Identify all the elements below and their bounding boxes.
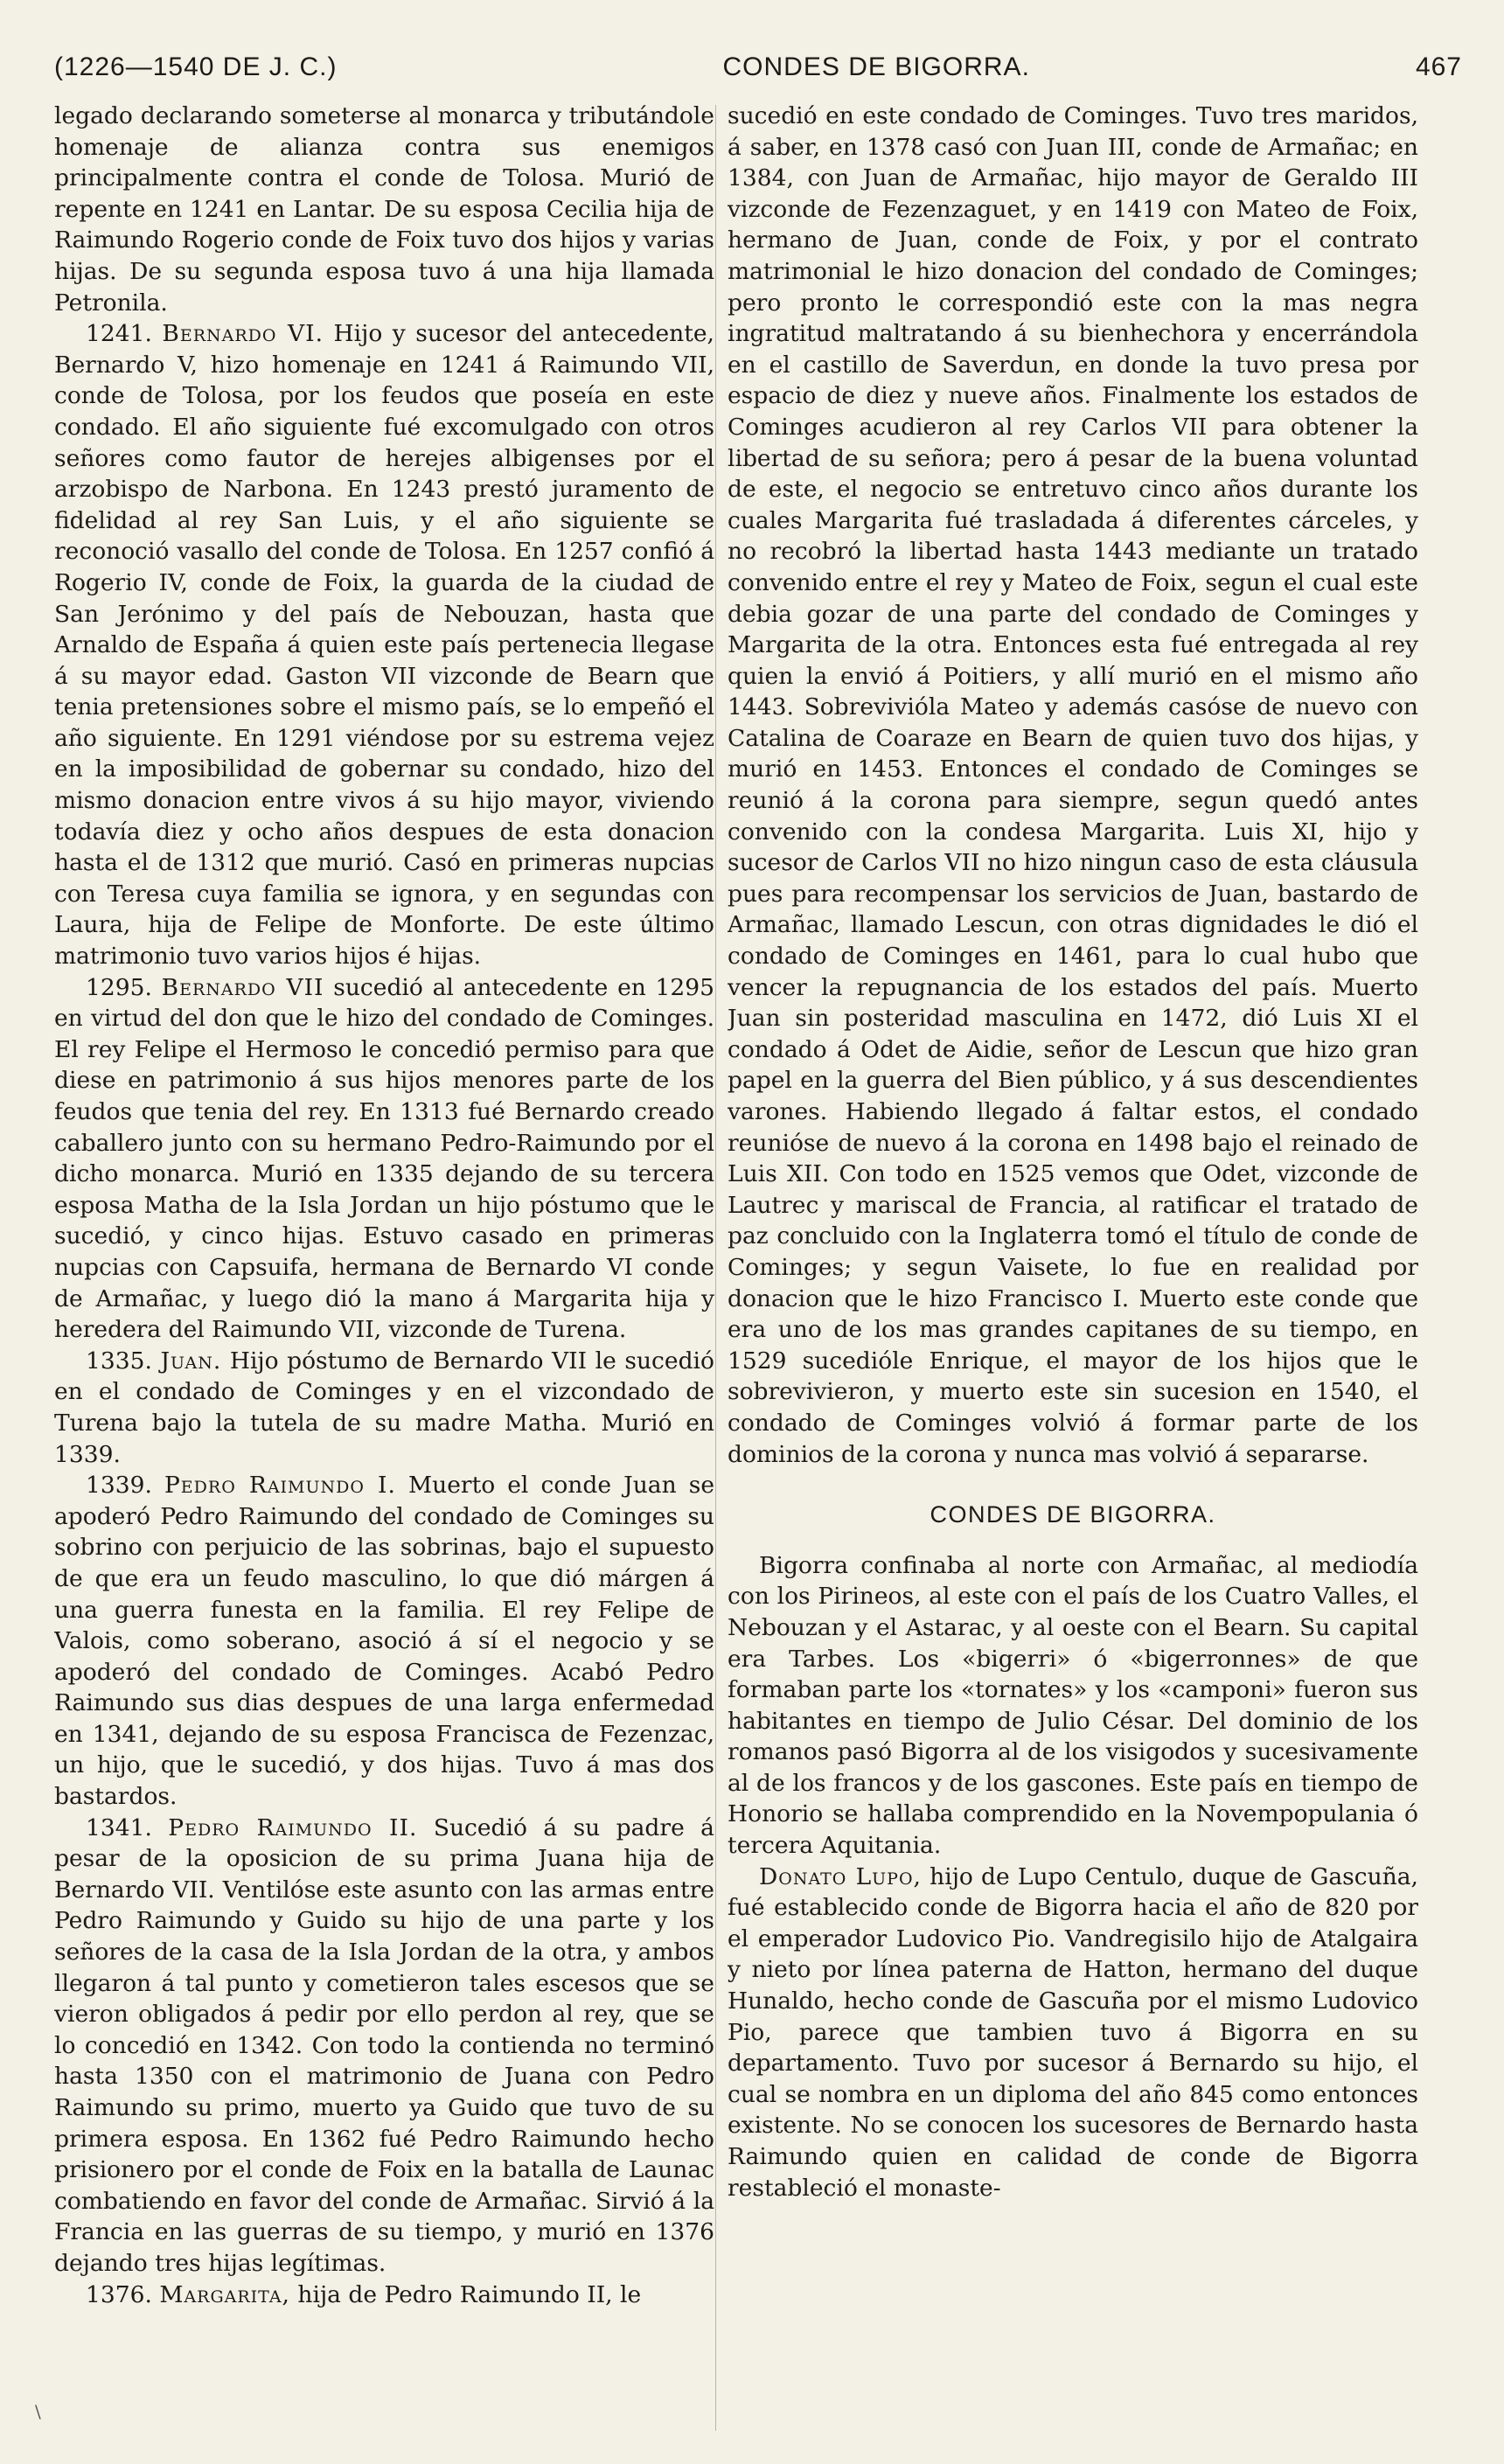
paragraph: 1339. Pedro Raimundo I. Muerto el conde Juan se apoderó Pedro Raimundo del condado de Cominges su sobrino con perjuicio de las sobrinas, bajo el supuesto de que era un feudo masculino, lo que dió márgen á una guerra funesta en la familia. El rey Felipe de Valois, como soberano, asoció á sí el negocio y se apoderó del condado de Cominges. Acabó Pedro Raimundo sus dias despues de una larga enfermedad en 1341, dejando de su esposa Francisca de Fezenzac, un hijo, que le sucedió, y dos hijas. Tuvo á mas dos bastardos.: [54, 1472, 714, 1811]
paragraph: sucedió en este condado de Cominges. Tuvo tres maridos, á saber, en 1378 casó con Juan III, conde de Armañac; en 1384, con Juan de Armañac, hijo mayor de Geraldo III vizconde de Fezenzaguet, y en 1419 con Mateo de Foix, hermano de Juan, conde de Foix, y por el contrato matrimonial le hizo donacion del condado de Cominges; pero pronto le correspondió este con la mas negra ingratitud maltratando á su bienhechora y encerrándola en el castillo de Saverdun, en donde la tuvo presa por espacio de diez y nueve años. Finalmente los estados de Cominges acudieron al rey Carlos VII para obtener la libertad de su señora; pero á pesar de la buena voluntad de este, el negocio se entretuvo cinco años durante los cuales Margarita fué trasladada á diferentes cárceles, y no recobró la libertad hasta 1443 mediante un tratado convenido entre el rey y Mateo de Foix, segun el cual este debia gozar de una parte del condado de Cominges y Margarita de la otra. Entonces esta fué entregada al rey quien la envió á Poitiers, y allí murió en el mismo año 1443. Sobrevivióla Mateo y además casóse de nuevo con Catalina de Coaraze en Bearn de quien tuvo dos hijas, y murió en 1453. Entonces el condado de Cominges se reunió á la corona para siempre, segun quedó antes convenido con la condesa Margarita. Luis XI, hijo y sucesor de Carlos VII no hizo ningun caso de esta cláusula pues para recompensar los servicios de Juan, bastardo de Armañac, llamado Lescun, con otras dignidades le dió el condado de Cominges en 1461, para lo cual hubo que vencer la repugnancia de los estados del país. Muerto Juan sin posteridad masculina en 1472, dió Luis XI el condado á Odet de Aidie, señor de Lescun que hizo gran papel en la guerra del Bien público, y á sus descendientes varones. Habiendo llegado á faltar estos, el condado reunióse de nuevo á la corona en 1498 bajo el reinado de Luis XII. Con todo en 1525 vemos que Odet, vizconde de Lautrec y mariscal de Francia, al ratificar el tratado de paz concluido con la Inglaterra tomó el título de conde de Cominges; y segun Vaisete, lo fue en realidad por donacion que le hizo Francisco I. Muerto este conde que era uno de los mas grandes capitanes de su tiempo, en 1529 sucedióle Enrique, el mayor de los hijos que le sobrevivieron, y muerto este sin sucesion en 1540, el condado de Cominges volvió á formar parte de los dominios de la corona y nunca mas volvió á separarse.: [728, 102, 1418, 1468]
paragraph: Bigorra confinaba al norte con Armañac, al mediodía con los Pirineos, al este con el país de los Cuatro Valles, el Nebouzan y el Astarac, y al oeste con el Bearn. Su capital era Tarbes. Los «bigerri» ó «bigerronnes» de que formaban parte los «tornates» y los «camponi» fueron sus habitantes en tiempo de Julio César. Del dominio de los romanos pasó Bigorra al de los visigodos y sucesivamente al de los francos y de los gascones. Este país en tiempo de Honorio se hallaba comprendido en la Novempopulania ó tercera Aquitania.: [728, 1551, 1418, 1860]
stray-mark: \: [35, 2401, 41, 2422]
section-title: CONDES DE BIGORRA.: [930, 1501, 1216, 1528]
paragraph: legado declarando someterse al monarca y tributándole homenaje de alianza contra sus enemigos principalmente contra el conde de Tolosa. Murió de repente en 1241 en Lantar. De su esposa Cecilia hija de Raimundo Rogerio conde de Foix tuvo dos hijos y varias hijas. De su segunda esposa tuvo á una hija llamada Petronila.: [54, 102, 714, 317]
header-title: CONDES DE BIGORRA.: [722, 52, 1030, 81]
page-number: 467: [1415, 52, 1462, 81]
paragraph: Donato Lupo, hijo de Lupo Centulo, duque de Gascuña, fué establecido conde de Bigorra hacia el año de 820 por el emperador Ludovico Pio. Vandregisilo hijo de Atalgaira y nieto por línea paterna de Hatton, hermano del duque Hunaldo, hecho conde de Gascuña por el mismo Ludovico Pio, parece que tambien tuvo á Bigorra en su departamento. Tuvo por sucesor á Bernardo su hijo, el cual se nombra en un diploma del año 845 como entonces existente. No se conocen los sucesores de Bernardo hasta Raimundo quien en calidad de conde de Bigorra restableció el monaste-: [728, 1862, 1418, 2202]
page-header: [54, 52, 1462, 87]
column-divider: [715, 105, 716, 2431]
left-column: [54, 101, 714, 2444]
paragraph: 1295. Bernardo VII sucedió al antecedente en 1295 en virtud del don que le hizo del condado de Cominges. El rey Felipe el Hermoso le concedió permiso para que diese en patrimonio á sus hijos menores parte de los feudos que tenia del rey. En 1313 fué Bernardo creado caballero junto con su hermano Pedro-Raimundo por el dicho monarca. Murió en 1335 dejando de su tercera esposa Matha de la Isla Jordan un hijo póstumo que le sucedió, y cinco hijas. Estuvo casado en primeras nupcias con Capsuifa, hermana de Bernardo VI conde de Armañac, y luego dió la mano á Margarita hija y heredera del Raimundo VII, vizconde de Turena.: [54, 973, 714, 1344]
paragraph: 1341. Pedro Raimundo II. Sucedió á su padre á pesar de la oposicion de su prima Juana hija de Bernardo VII. Ventilóse este asunto con las armas entre Pedro Raimundo y Guido su hijo de una parte y los señores de la casa de la Isla Jordan de la otra, y ambos llegaron á tal punto y cometieron tales escesos que se vieron obligados á pedir por ello perdon al rey, que se lo concedió en 1342. Con todo la contienda no terminó hasta 1350 con el matrimonio de Juana con Pedro Raimundo su primo, muerto ya Guido que tuvo de su primera esposa. En 1362 fué Pedro Raimundo hecho prisionero por el conde de Foix en la batalla de Launac combatiendo en favor del conde de Armañac. Sirvió á la Francia en las guerras de su tiempo, y murió en 1376 dejando tres hijas legítimas.: [54, 1813, 714, 2277]
paragraph: 1335. Juan. Hijo póstumo de Bernardo VII le sucedió en el condado de Cominges y en el vizcondado de Turena bajo la tutela de su madre Matha. Murió en 1339.: [54, 1347, 714, 1468]
paragraph: 1376. Margarita, hija de Pedro Raimundo II, le: [86, 2280, 642, 2308]
right-column: [728, 101, 1418, 2444]
paragraph: 1241. Bernardo VI. Hijo y sucesor del antecedente, Bernardo V, hizo homenaje en 1241 á Raimundo VII, conde de Tolosa, por los feudos que poseía en este condado. El año siguiente fué excomulgado con otros señores como fautor de herejes albigenses por el arzobispo de Narbona. En 1243 prestó juramento de fidelidad al rey San Luis, y el año siguiente se reconoció vasallo del conde de Tolosa. En 1257 confió á Rogerio IV, conde de Foix, la guarda de la ciudad de San Jerónimo y del país de Nebouzan, hasta que Arnaldo de España á quien este país pertenecia llegase á su mayor edad. Gaston VII vizconde de Bearn que tenia pretensiones sobre el mismo país, se lo empeñó el año siguiente. En 1291 viéndose por su estrema vejez en la imposibilidad de gobernar su condado, hizo del mismo donacion entre vivos á su hijo mayor, viviendo todavía diez y ocho años despues de esta donacion hasta el de 1312 que murió. Casó en primeras nupcias con Teresa cuya familia se ignora, y en segundas con Laura, hija de Felipe de Monforte. De este último matrimonio tuvo varios hijos é hijas.: [54, 320, 714, 971]
header-date-range: (1226—1540 DE J. C.): [54, 52, 338, 81]
